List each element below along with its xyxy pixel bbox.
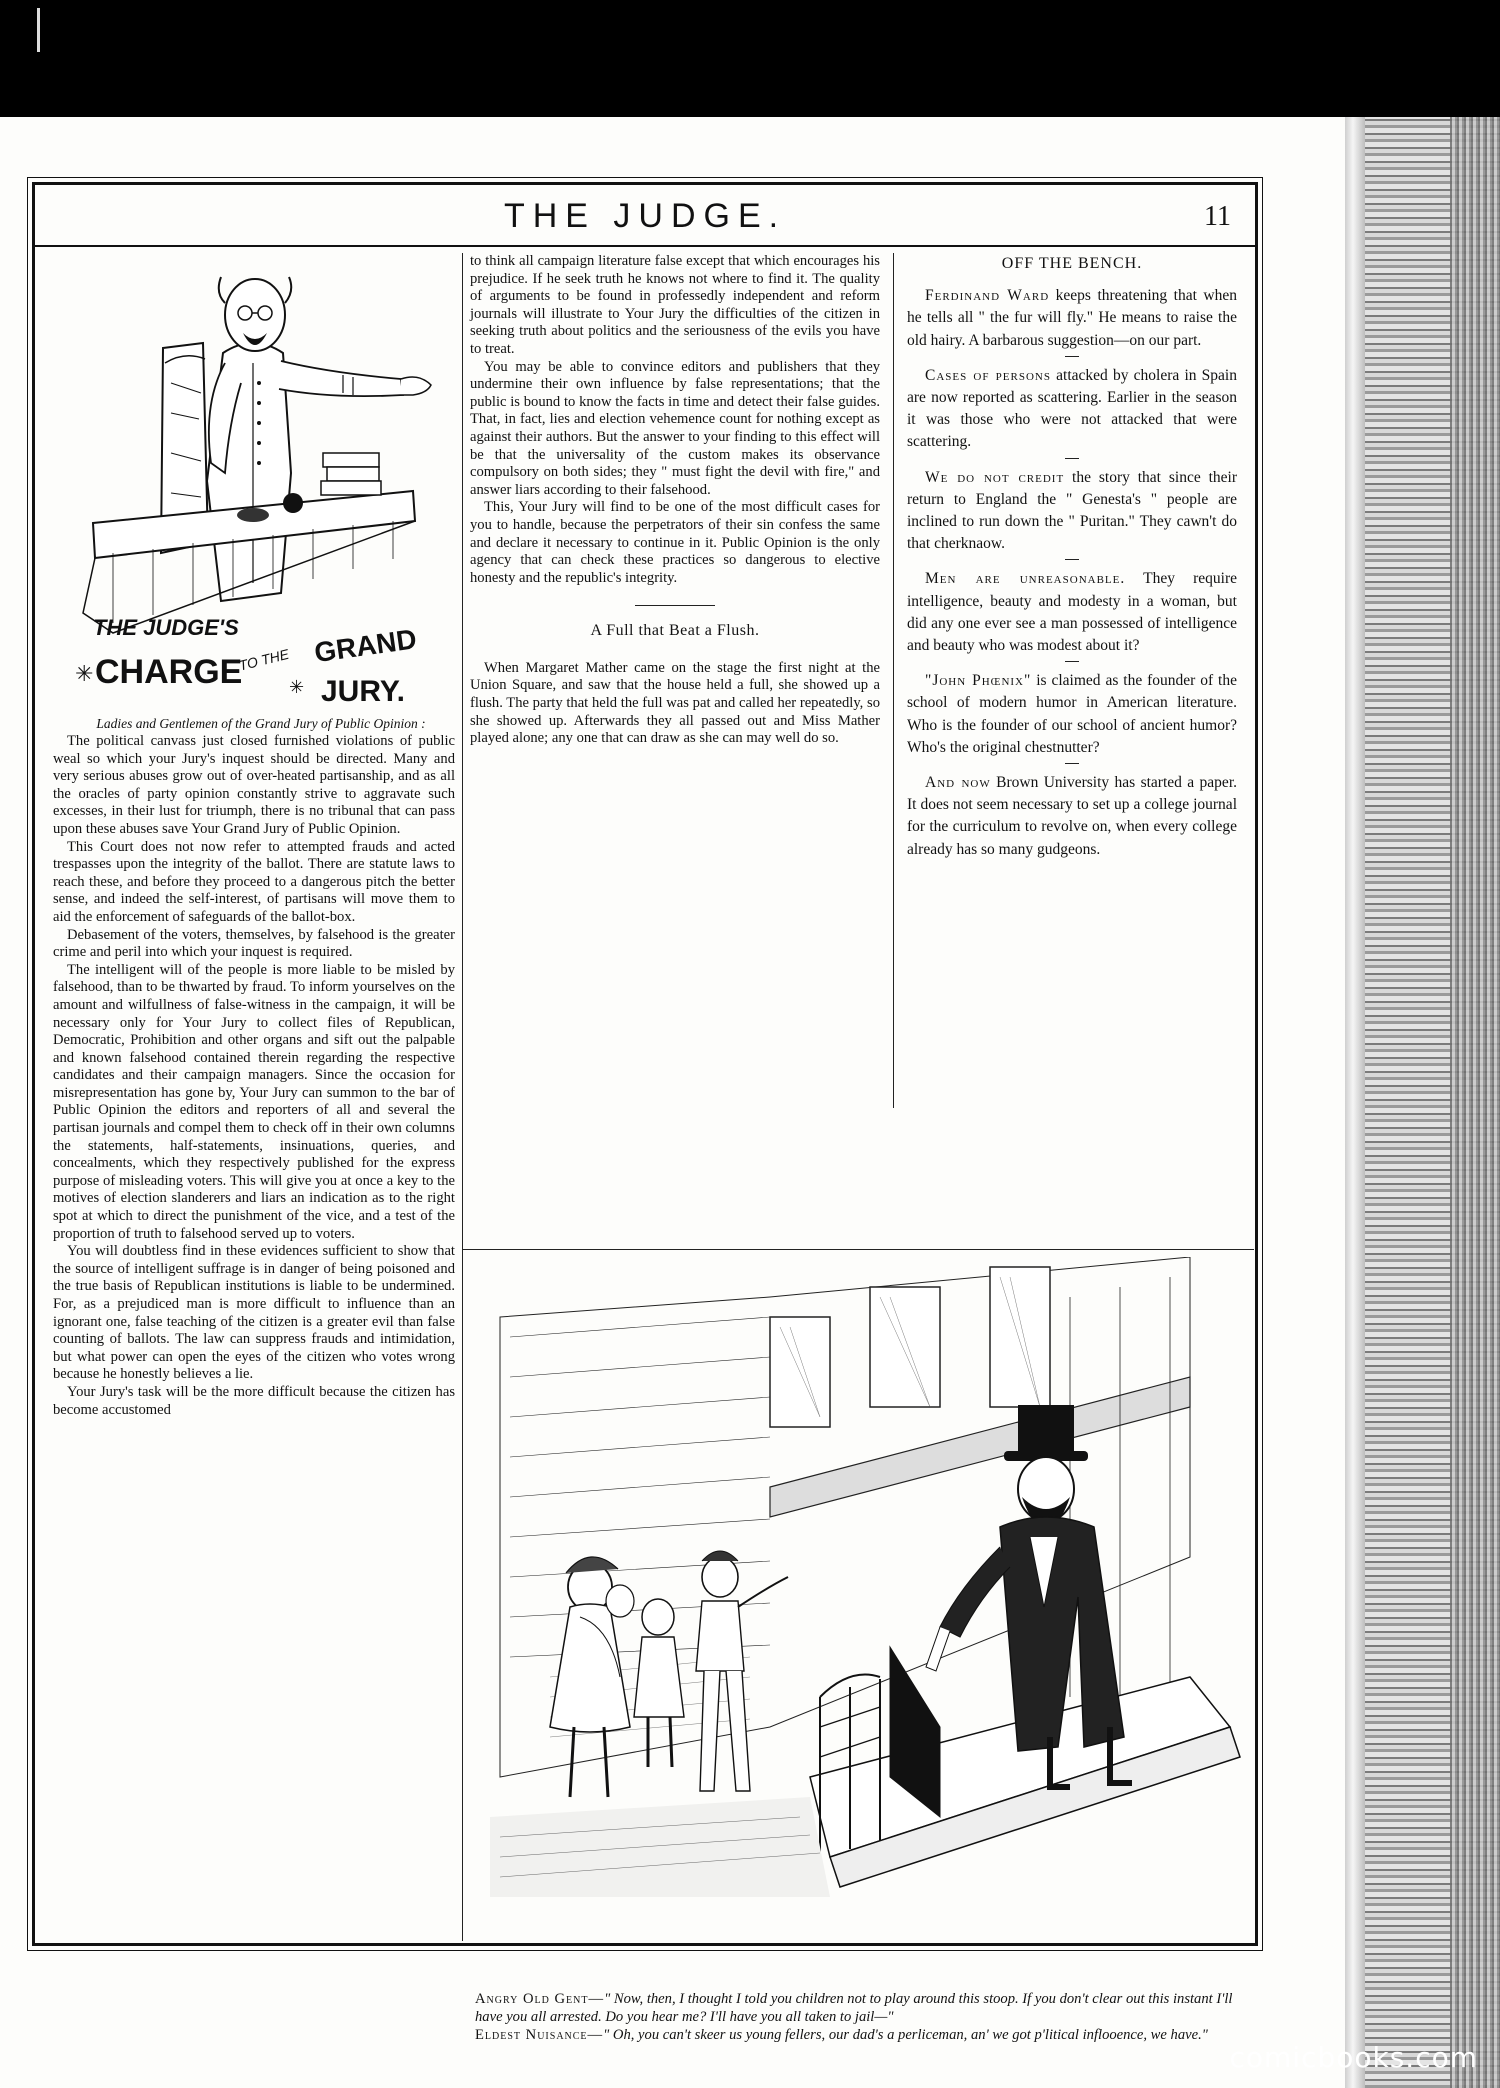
- judge-cartoon-illustration: [53, 253, 455, 708]
- col2-paragraph: This, Your Jury will find to be one of the most difficult cases for you to handle, because the perpetrators of their sin confess the same and declare it necessary to continue in it. Public Opinion is the only agency that can check these practices so dangerous to elective honesty and the republic's integrity.: [470, 499, 880, 586]
- bench-item: [907, 670, 1237, 759]
- svg-text:✳: ✳: [289, 677, 305, 697]
- cartoon-title-grand: GRAND: [312, 623, 419, 669]
- item-divider: [1065, 661, 1079, 662]
- column-rule-left: [462, 253, 463, 1941]
- cartoon-title-charge: CHARGE: [95, 653, 243, 691]
- cartoon-caption: Ladies and Gentlemen of the Grand Jury of Public Opinion :: [96, 716, 426, 731]
- bench-item-text: They require intelligence, beauty and modesty in a woman, but did any one ever see a man possessed of intelligence and beauty who was modest about it?: [907, 570, 1237, 655]
- bench-item: [907, 568, 1237, 657]
- bench-item-lead: Cases of persons: [925, 366, 1051, 384]
- bench-item: [907, 365, 1237, 454]
- bench-item-text: attacked by cholera in Spain are now reported as scattering. Earlier in the season it was those who were not attacked that were scattering.: [907, 366, 1237, 451]
- bench-item-lead: And now: [925, 774, 991, 792]
- section-divider: [635, 605, 715, 606]
- bench-item: [907, 467, 1237, 556]
- bench-item-text: Brown University has started a paper. It does not seem necessary to set up a college journal for the curriculum to revolve on, when every college already has so many gudgeons.: [907, 774, 1237, 858]
- masthead: [35, 191, 1255, 241]
- svg-text:✳: ✳: [75, 661, 94, 686]
- cartoon-title-line1: THE JUDGE'S: [93, 615, 239, 640]
- col1-paragraph: You will doubtless find in these evidences sufficient to show that the source of intelligent suffrage is in danger of being poisoned and the true basis of Republican institutions is liable to be undermined. For, as a prejudiced man is more difficult to influence than an ignorant one, false teaching of the citizen is a greater evil than false counting of ballots. The law can suppress frauds and intimidation, but what power can open the eyes of the citizen who votes wrong because he honestly believes a lie.: [53, 1243, 455, 1383]
- street-cartoon: [470, 1257, 1250, 1897]
- bench-item-text: is claimed as the founder of the school of modern humor in American literature. Who is the founder of our school of ancient humor? Who's the original chestnutter?: [907, 672, 1237, 756]
- caption-line-gent: " Now, then, I thought I told you children not to play around this stoop. If you don't clear out this instant I'll have you all arrested. Do you hear me? I'll have you all taken to jail—": [475, 1991, 1233, 2025]
- column-left: [53, 253, 455, 1419]
- off-the-bench-heading: OFF THE BENCH.: [1001, 255, 1143, 272]
- column-right: [907, 253, 1237, 865]
- item-divider: [1065, 356, 1079, 357]
- col2-paragraph: to think all campaign literature false except that which encourages his prejudice. If he seek truth he knows not where to find it. The quality of arguments to be found in professedly independent and reform journals will illustrate to Your Jury the difficulties of the citizen in seeking truth about politics and the seriousness of the evils you have to treat.: [470, 253, 880, 357]
- street-scene-illustration: [470, 1257, 1250, 1897]
- item-divider: [1065, 458, 1079, 459]
- site-watermark: comicbooks.com: [1229, 2041, 1478, 2074]
- cartoon-title-jury: JURY.: [321, 675, 405, 708]
- bench-item: [907, 285, 1237, 352]
- page-edge-mark: [36, 0, 42, 60]
- column-rule-right: [893, 253, 894, 1108]
- item-divider: [1065, 763, 1079, 764]
- col1-paragraph: The political canvass just closed furnished violations of public weal so which your Jury's inquest should be directed. Many and very serious abuses grow out of over-heated partisanship, and as all the oracles of party opinion constantly strive to aggravate such excesses, in their lust for triumph, there is no tribunal that can pass upon these abuses save Your Grand Jury of Public Opinion.: [53, 733, 455, 837]
- street-cartoon-caption: [475, 1991, 1245, 2044]
- item-divider: [1065, 559, 1079, 560]
- col1-paragraph: Your Jury's task will be the more difficult because the citizen has become accustomed: [53, 1383, 455, 1418]
- flush-article-text: When Margaret Mather came on the stage the first night at the Union Square, and saw that the house held a full, she showed up a flush. The party that held the full was pat and called her repeatedly, so she showed up. Afterwards they all passed out and Miss Mather played alone; any one that can draw as she can may well do so.: [470, 659, 880, 747]
- col1-paragraph: This Court does not now refer to attempted frauds and acted trespasses upon the integrity of the ballot. There are statute laws to reach these, and before they proceed to a dangerous pitch the better sense, and indeed the self-interest, of partisans will move them to aid the enforcement of safeguards of the ballot-box.: [53, 838, 455, 925]
- col2-paragraph: You may be able to convince editors and publishers that they undermine their own influence by false representations; that the public is bound to know the facts in time and detect their false guides. That, in fact, lies and election vehemence count for nothing except as against their authors. But the answer to your finding to this effect will be that the universality of the custom makes its observance compulsory on both sides; they " must fight the devil with fire," and answer liars according to their falsehood.: [470, 358, 880, 498]
- page-number: 11: [1204, 201, 1231, 232]
- column-middle: [470, 253, 880, 748]
- bench-item-lead: "John Phœnix": [925, 672, 1032, 690]
- flush-article-heading: A Full that Beat a Flush.: [590, 622, 760, 640]
- col1-paragraph: The intelligent will of the people is more liable to be misled by falsehood, than to be thwarted by fraud. To inform yourselves on the amount and wilfullness of false-witness in the campaign, it will be necessary only for Your Jury to collect files of Republican, Democratic, Prohibition and other organs and sift out the palpable and known falsehood contained therein regarding the respective candidates and their campaign managers. Since the occasion for misrepresentation has gone by, Your Jury can summon to the bar of Public Opinion the editors and reporters of all and several the partisan journals and compel them to check off in their own columns the statements, half-statements, insinuations, queries, and concealments, which they respectively published for the express purpose of misleading voters. This will give you at once a key to the motives of election slanderers and liars an indication as to the right spot at which to direct the punishment of the vice, and a test of the proportion of truth to falsehood served up to voters.: [53, 961, 455, 1242]
- illustration-top-rule: [462, 1249, 1254, 1250]
- bench-item-text: keeps threatening that when he tells all " the fur will fly." He means to raise the old hairy. A barbarous suggestion—on our part.: [907, 287, 1237, 349]
- page-frame: [32, 182, 1258, 2043]
- caption-speaker-gent: Angry Old Gent—: [475, 1991, 605, 2007]
- book-binding-texture: [1450, 117, 1500, 2088]
- bench-item-lead: Ferdinand Ward: [925, 287, 1050, 305]
- bench-item-lead: Men are unreasonable.: [925, 570, 1126, 588]
- bench-item: [907, 772, 1237, 861]
- page-edge: [1345, 117, 1365, 2088]
- caption-speaker-nuisance: Eldest Nuisance—: [475, 2026, 604, 2043]
- col1-paragraph: Debasement of the voters, themselves, by falsehood is the greater crime and peril into which your inquest is required.: [53, 926, 455, 961]
- cartoon-title-tothe: TO THE: [237, 645, 291, 674]
- bench-item-lead: We do not credit: [925, 468, 1065, 486]
- caption-line-nuisance: " Oh, you can't skeer us young fellers, our dad's a perliceman, an' we got p'litical inflooence, we have.": [603, 2026, 1208, 2043]
- masthead-title: THE JUDGE.: [503, 197, 787, 235]
- bench-item-text: the story that since their return to England the " Genesta's " people are inclined to run down the " Puritan." They cawn't do that cherknaow.: [907, 468, 1237, 553]
- masthead-rule: [35, 245, 1255, 247]
